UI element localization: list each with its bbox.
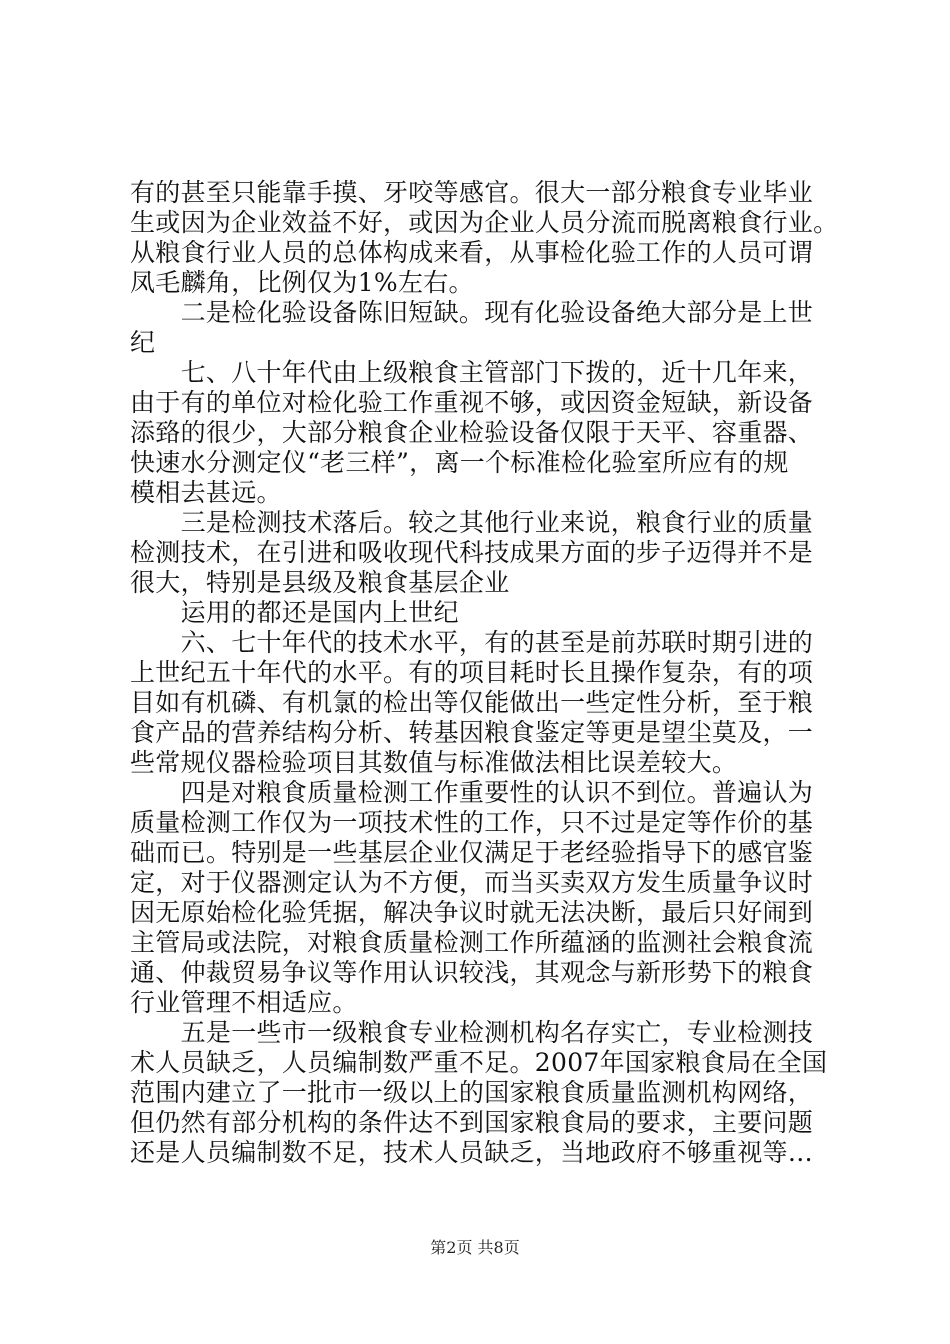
text-line: 质量检测工作仅为一项技术性的工作，只不过是定等作价的基 [130,808,814,837]
text-line: 通、仲裁贸易争议等作用认识较浅，其观念与新形势下的粮食 [130,958,814,987]
text-line: 快速水分测定仪“老三样”，离一个标准检化验室所应有的规 [130,448,789,477]
text-line: 术人员缺乏，人员编制数严重不足。2007年国家粮食局在全国 [130,1048,828,1077]
text-line: 生或因为企业效益不好，或因为企业人员分流而脱离粮食行业。 [130,208,839,237]
text-line: 行业管理不相适应。 [130,988,358,1017]
text-line: 纪 [130,328,156,357]
text-line: 添臵的很少，大部分粮食企业检验设备仅限于天平、容重器、 [130,418,814,447]
text-line: 础而已。特别是一些基层企业仅满足于老经验指导下的感官鉴 [130,838,814,867]
text-line: 七、八十年代由上级粮食主管部门下拨的，近十几年来， [130,358,814,387]
text-line: 六、七十年代的技术水平，有的甚至是前苏联时期引进的 [130,628,814,657]
text-line: 主管局或法院，对粮食质量检测工作所蕴涵的监测社会粮食流 [130,928,814,957]
text-line: 四是对粮食质量检测工作重要性的认识不到位。普遍认为 [130,778,814,807]
text-line: 因无原始检化验凭据，解决争议时就无法决断，最后只好闹到 [130,898,814,927]
text-line: 目如有机磷、有机氯的检出等仅能做出一些定性分析，至于粮 [130,688,814,717]
text-line: 些常规仪器检验项目其数值与标准做法相比误差较大。 [130,748,738,777]
page-number-footer: 第2页 共8页 [430,1238,520,1257]
text-line: 范围内建立了一批市一级以上的国家粮食质量监测机构网络， [130,1078,814,1107]
text-line: 上世纪五十年代的水平。有的项目耗时长且操作复杂，有的项 [130,658,814,687]
text-line: 食产品的营养结构分析、转基因粮食鉴定等更是望尘莫及，一 [130,718,814,747]
text-line: 检测技术，在引进和吸收现代科技成果方面的步子迈得并不是 [130,538,814,567]
text-line: 五是一些市一级粮食专业检测机构名存实亡，专业检测技 [130,1018,814,1047]
text-line: 二是检化验设备陈旧短缺。现有化验设备绝大部分是上世 [130,298,814,327]
text-line: 由于有的单位对检化验工作重视不够，或因资金短缺，新设备 [130,388,814,417]
text-line: 模相去甚远。 [130,478,282,507]
text-line: 但仍然有部分机构的条件达不到国家粮食局的要求，主要问题 [130,1108,814,1137]
text-line: 有的甚至只能靠手摸、牙咬等感官。很大一部分粮食专业毕业 [130,178,814,207]
text-line: 定，对于仪器测定认为不方便，而当买卖双方发生质量争议时 [130,868,814,897]
text-line: 从粮食行业人员的总体构成来看，从事检化验工作的人员可谓 [130,238,814,267]
text-line: 运用的都还是国内上世纪 [130,598,459,627]
text-line: 三是检测技术落后。较之其他行业来说，粮食行业的质量 [130,508,814,537]
text-line: 很大，特别是县级及粮食基层企业 [130,568,510,597]
text-line: 凤毛麟角，比例仅为1%左右。 [130,268,474,297]
text-line: 还是人员编制数不足，技术人员缺乏，当地政府不够重视等… [130,1138,814,1167]
